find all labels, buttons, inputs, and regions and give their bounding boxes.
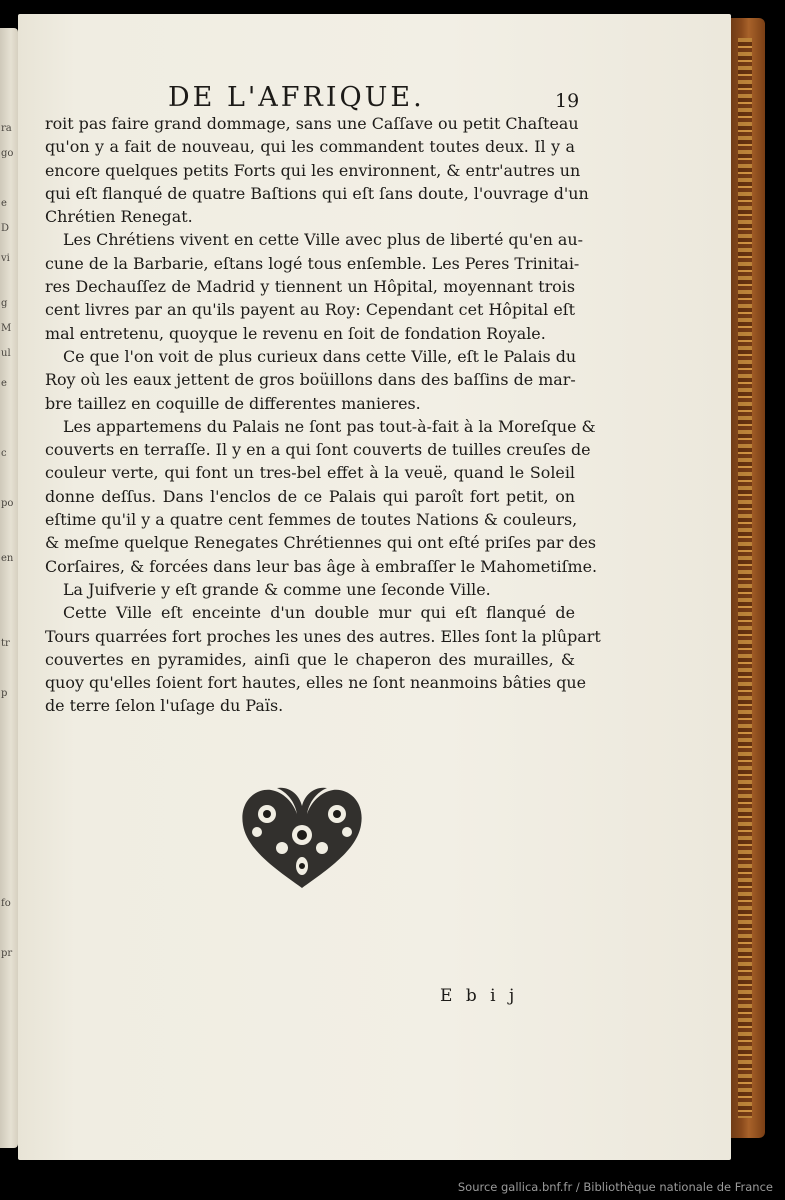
left-page-fragment: e (1, 198, 7, 209)
text-line: donne deſſus. Dans l'enclos de ce Palais qui paroît fort petit, on (45, 486, 575, 506)
page-number: 19 (555, 90, 580, 112)
running-head: DE L'AFRIQUE. (168, 82, 425, 113)
left-page-fragment: M (1, 323, 12, 334)
left-page-fragment: po (1, 498, 14, 509)
text-line: encore quelques petits Forts qui les environnent, & entr'autres un (45, 160, 581, 180)
left-page-fragment: p (1, 688, 8, 699)
left-page-fragment: e (1, 378, 7, 389)
left-page-fragment: en (1, 553, 14, 564)
text-line: Cette Ville eſt enceinte d'un double mur qui eſt flanqué de (63, 603, 575, 623)
book-binding (729, 18, 765, 1138)
text-line: & meſme quelque Renegates Chrétiennes qui ont eſté priſes par des (45, 533, 597, 553)
text-line: Corſaires, & forcées dans leur bas âge à embraſſer le Mahometiſme. (45, 556, 598, 576)
left-page-fragment: D (1, 223, 10, 234)
text-line: Ce que l'on voit de plus curieux dans cette Ville, eſt le Palais du (63, 346, 577, 366)
text-line: res Dechauſſez de Madrid y tiennent un Hôpital, moyennant trois (45, 277, 575, 297)
left-page-fragment: tr (1, 638, 10, 649)
text-line: eſtime qu'il y a quatre cent femmes de toutes Nations & couleurs, (45, 510, 578, 530)
source-credit: Source gallica.bnf.fr / Bibliothèque nationale de France (457, 1180, 773, 1194)
left-page-edge (0, 28, 18, 1148)
text-line: Les appartemens du Palais ne ſont pas tout-à-fait à la Moreſque & (63, 416, 596, 436)
text-line: couvertes en pyramides, ainſi que le chaperon des murailles, & (45, 649, 575, 669)
left-page-fragment: ul (1, 348, 11, 359)
text-line: qui eſt flanqué de quatre Baſtions qui eſt ſans doute, l'ouvrage d'un (45, 183, 589, 203)
text-line: roit pas faire grand dommage, sans une Caſſave ou petit Chaſteau (45, 114, 579, 133)
left-page-fragment: c (1, 448, 7, 459)
text-line: La Juifverie y eſt grande & comme une ſeconde Ville. (63, 579, 491, 599)
left-page-fragment: g (1, 298, 8, 309)
body-text (45, 112, 601, 718)
text-line: cent livres par an qu'ils payent au Roy: Cependant cet Hôpital eſt (45, 300, 575, 320)
text-line: Chrétien Renegat. (45, 207, 193, 227)
fleuron-ornament-icon (237, 780, 367, 890)
left-page-fragment: go (1, 148, 14, 159)
signature-mark: E b i j (440, 986, 519, 1006)
text-line: Les Chrétiens vivent en cette Ville avec plus de liberté qu'en au- (63, 230, 583, 250)
text-line: cune de la Barbarie, eſtans logé tous enſemble. Les Peres Trinitai- (45, 253, 580, 273)
binding-gilt-pattern (738, 38, 752, 1118)
text-line: Tours quarrées fort proches les unes des autres. Elles ſont la plûpart (45, 626, 601, 646)
left-page-fragment: fo (1, 898, 11, 909)
text-line: qu'on y a fait de nouveau, qui les commandent toutes deux. Il y a (45, 137, 575, 157)
text-line: couverts en terraſſe. Il y en a qui ſont couverts de tuilles creuſes de (45, 440, 591, 460)
text-line: de terre ſelon l'uſage du Païs. (45, 696, 284, 716)
text-line: mal entretenu, quoyque le revenu en ſoit de fondation Royale. (45, 323, 546, 343)
left-page-fragment: vi (1, 253, 10, 264)
text-line: couleur verte, qui font un tres-bel effet à la veuë, quand le Soleil (45, 463, 575, 483)
text-line: quoy qu'elles ſoient fort hautes, elles ne ſont neanmoins bâties que (45, 673, 587, 693)
left-page-fragment: ra (1, 123, 12, 134)
text-line: Roy où les eaux jettent de gros boüillons dans des baſſins de mar- (45, 370, 576, 390)
left-page-fragment: pr (1, 948, 13, 959)
text-line: bre taillez en coquille de differentes manieres. (45, 393, 421, 413)
